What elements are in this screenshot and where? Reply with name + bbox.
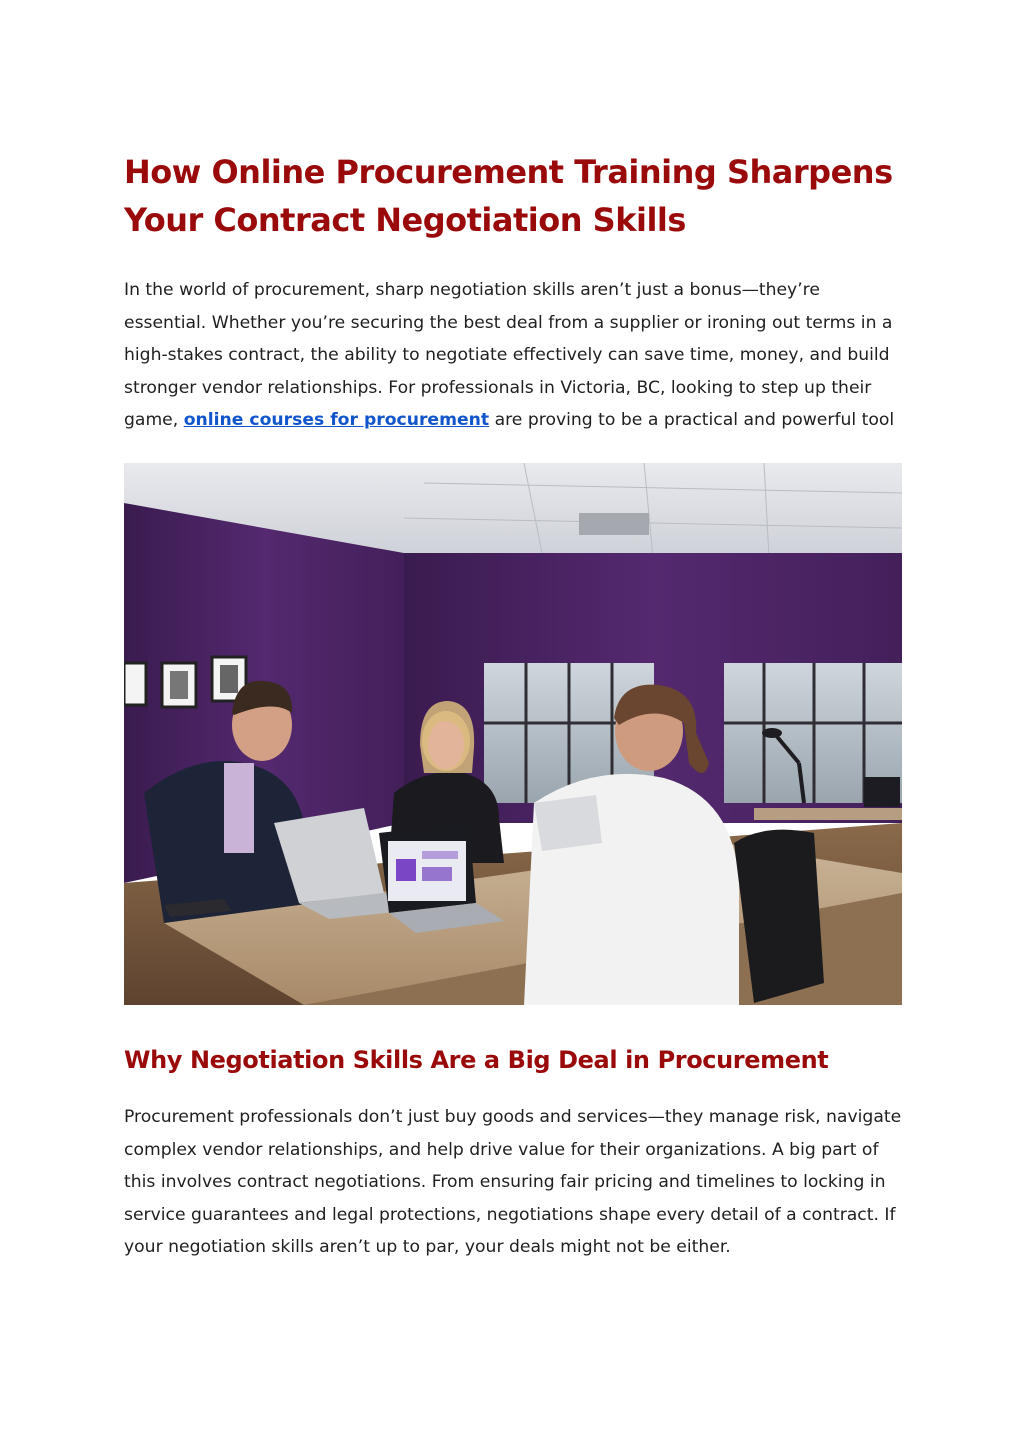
intro-paragraph	[124, 274, 904, 437]
section-heading: Why Negotiation Skills Are a Big Deal in Procurement	[124, 1045, 829, 1074]
section-paragraph: Procurement professionals don’t just buy goods and services—they manage risk, navigate complex vendor relationships, and help drive value for their organizations. A big part of this involves contract negotiations. From ensuring fair pricing and timelines to locking in service guarantees and legal protections, negotiations shape every detail of a contract. If your negotiation skills aren’t up to par, your deals might not be either.	[124, 1106, 902, 1258]
article-title-line-2: Your Contract Negotiation Skills	[124, 201, 686, 239]
procurement-courses-link[interactable]: online courses for procurement	[183, 410, 490, 431]
meeting-photo	[124, 463, 902, 1005]
intro-text-after-link: are proving to be a practical and powerful tool	[489, 410, 895, 431]
intro-text-before-link: In the world of procurement, sharp negotiation skills aren’t just a bonus—they’re essential. Whether you’re securing the best deal from a supplier or ironing out terms in a high-stakes contract, the ability to negotiate effectively can save time, money, and build stronger vendor relationships. For professionals in Victoria, BC, looking to step up their game,	[124, 280, 893, 431]
article-title-line-1: How Online Procurement Training Sharpens	[124, 153, 893, 191]
document-page	[124, 148, 904, 1264]
article-title	[124, 148, 904, 244]
